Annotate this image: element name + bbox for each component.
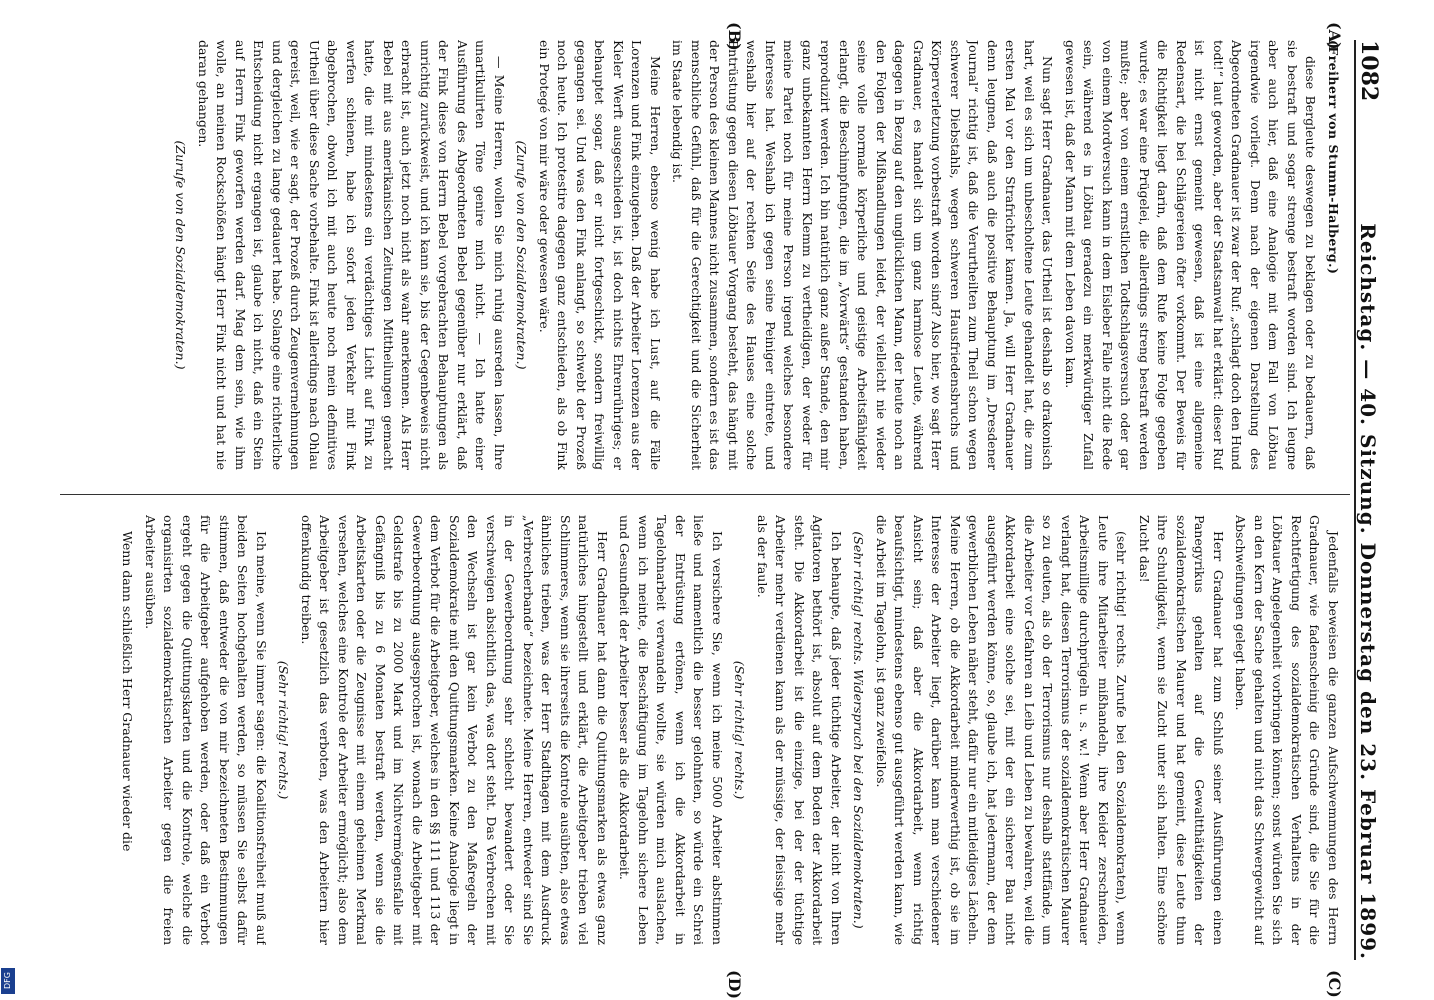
right-column [82,515,1342,945]
paragraph: Wenn dann schließlich Herr Gradnauer wieder die [120,531,136,852]
interjection: (Sehr richtig! rechts. Widerspruch bei den Sozialdemokraten.) [851,531,867,929]
page-header [1354,40,1392,960]
dfg-logo: DFG [1,968,15,994]
interjection: (Zurufe von den Sozialdemokraten.) [173,140,189,370]
paragraph: Ich behaupte, daß jeder tüchtige Arbeiter, der nicht von Ihren Agitatoren bethört ist, absolut auf dem Boden der Akkordarbeit steht. Die Akkordarbeit ist die einzige, bei der der tüchtige Arbeiter mehr verdienen kann als der müssige, der fleissige mehr als der faule. [755,515,844,945]
paragraph: Herr Gradnauer hat zum Schluß seiner Ausführungen einen Panegyrikus gehalten auf die Gewaltthätigkeiten der sozialdemokratischen Maurer und hat gemeint, diese Leute thun ihre Schuldigkeit, wenn sie Zucht unter sich halten. Eine schöne Zucht das! [1137,515,1226,945]
paragraph: Nun sagt Herr Gradnauer, das Urtheil ist deshalb so drakonisch hart, weil es sich um unbescholtene Leute gehandelt hat, die zum ersten Mal vor den Strafrichter kamen. Ja, will Herr Gradnauer denn leugnen, daß auch die positive Behauptung im „Dresdener Journal“ richtig ist, daß die Verurtheilten zum Theil schon wegen schwerer Diebstahls, wegen schweren Hausfriedensbruchs und Körperverletzung vorbestraft worden sind? Also hier, wo sagt Herr Gradnauer, es handelt sich um ganz harmlose Leute, während dagegen in Bezug auf den unglücklichen Mann, der heute noch an den Folgen der Mißhandlungen leidet, der vielleicht nie wieder seine volle normale körperliche und geistige Arbeitsfähigkeit erlangt, die Beschimpfungen, die im „Vorwärts“ gestanden haben, reproduzirt werden. Ich bin natürlich ganz außer Stande, den mir ganz unbekannten Herrn Klemm zu vertheidigen, der weder für meine Partei noch für meine Person irgend welches besondere Interesse hat. Weshalb ich gegen seine Peiniger eintrete, und weshalb hier auf der rechten Seite des Hauses eine solche Entrüstung gegen diesen Löbtauer Vorgang besteht, das hängt mit der Person des kleinen Mannes nicht zusammen, sondern es ist das menschliche Gefühl, daß für die Gerechtigkeit und die Sicherheit im Staate lebendig ist. [670,40,1056,470]
speaker-name: (Freiherr von Stumm-Halberg.) [1326,40,1341,275]
paragraph: Ich versichere Sie, wenn ich meine 5000 Arbeiter abstimmen ließe und namentlich die besser gelohnten, so würde ein Schrei der Entrüstung ertönen, wenn ich die Akkordarbeit in Tagelohnarbeit verwandeln wollte, sie würden mich auslachen, wenn ich meinte, die Beschäftigung im Tagelohn sichere Leben und Gesundheit der Arbeiter besser als die Akkordarbeit. [617,515,725,945]
margin-marker-d: (D) [725,970,744,1000]
margin-marker-a: (A) [1325,22,1344,50]
interjection: (Sehr richtig! rechts.) [276,660,292,800]
interjection: (Sehr richtig! rechts.) [732,660,748,800]
left-column [82,40,1342,470]
paragraph: diese Bergleute deswegen zu beklagen oder zu bedauern, daß sie bestraft und sogar strenge bestraft worden sind. Ich leugne aber auch hier, daß eine Analogie mit dem Fall von Löbtau irgendwie vorliegt. Denn nach der eigenen Darstellung des Abgeordneten Gradnauer ist zwar der Ruf: „schlagt doch den Hund todt!“ laut geworden, aber der Staatsanwalt hat erklärt: dieser Ruf ist nicht ernst gemeint gewesen, daß ist eine allgemeine Redensart, die bei Schlägereien öfter vorkommt. Der Beweis für die Richtigkeit liegt darin, daß dem Rufe keine Folge gegeben wurde; es war eine Prügelei, die allerdings streng bestraft werden mußte; aber von einem ernstlichen Todtschlagsversuch oder gar von einem Mordversuch kann in dem Eisleber Falle nicht die Rede sein, während es in Löbtau geradezu ein merkwürdiger Zufall gewesen ist, daß der Mann mit dem Leben davon kam. [1063,40,1319,470]
paragraph: Meine Herren, ebenso wenig habe ich Lust, auf die Fälle Lorenzen und Fink einzugehen. Daß der Arbeiter Lorenzen aus der Kieler Werft ausgeschieden ist, ist doch nichts Ehrenrühriges; er behauptet sogar, daß er nicht fortgeschickt, sondern freiwillig gegangen sei. Und was den Fink anlangt, so schwebt der Prozeß noch heute. Ich protestire dagegen ganz entschieden, als ob Fink ein Protegé von mir wäre oder gewesen wäre. [537,40,663,470]
paragraph: Jedenfalls beweisen die ganzen Aufschwemmungen des Herrn Gradnauer, wie fadenscheinig die Gründe sind, die Sie für die Rechtfertigung des sozialdemokratischen Verhaltens in der Löbtauer Angelegenheit vorbringen können; sonst würden Sie sich an den Kern der Sache gehalten und nicht das Schwergewicht auf Abschweifungen gelegt haben. [1233,515,1341,945]
running-title: Reichstag. — 40. Sitzung. Donnerstag den 23. Februar 1899. [1356,223,1380,960]
paragraph: Herr Gradnauer hat dann die Quittungsmarken als etwas ganz natürliches hingestellt und erklärt, die Arbeitgeber trieben viel Schlimmeres, wenn sie ihrerseits die Kontrole ausübten, also etwas ähnliches trieben, was der Herr Stadthagen mit dem Ausdruck „Verbrecherbande“ bezeichnete. Meine Herren, entweder sind Sie in der Gewerbeordnung sehr schlecht bewandert oder Sie verschweigen absichtlich das, was dort steht. Das Verbrechen mit den Wechseln ist gar kein Verbot zu den Maßregeln der Sozialdemokratie mit den Quittungsmarken. Keine Analogie liegt in dem Verbot für die Arbeitgeber, welches in den §§ 111 und 113 der Gewerbeordnung ausgesprochen ist, wonach die Arbeitgeber mit Geldstrafe bis zu 2000 Mark und im Nichtvermögensfalle mit Gefängniß bis zu 6 Monaten bestraft werden, wenn sie die Arbeitskarten oder die Zeugnisse mit einem geheimen Merkmal versehen, welches eine Kontrole der Arbeiter ermöglicht; also dem Arbeitgeber ist gesetzlich das verboten, was den Arbeitern hier offenkundig treiben. [299,515,610,945]
page-number: 1082 [1356,40,1382,102]
paragraph: Ich meine, wenn Sie immer sagen: die Koalitionsfreiheit muß auf beiden Seiten hochgehalten werden, so müssen Sie selbst dafür stimmen, daß entweder die von mir bezeichneten Bestimmungen für die Arbeitgeber aufgehoben werden, oder daß ein Verbot ergeht gegen die Quittungskarten und die Kontrole, welche die organisirten sozialdemokratischen Arbeiter gegen die freien Arbeiter ausüben. [143,515,269,945]
margin-marker-b: (B) [725,22,744,51]
interjection: (Zurufe von den Sozialdemokraten.) [514,140,530,370]
paragraph: (sehr richtig! rechts. Zurufe bei den Sozialdemokraten), wenn Leute ihre Mitarbeiter mißhandeln, ihre Kleider zerschneiden, Arbeitsmillige durchprügeln u. s. w.! Wenn aber Herr Gradnauer verlangt hat, diesen Terrorismus der sozialdemokratischen Maurer so zu deuten, als ob der Terrorismus nur deshalb stattfände, um die Arbeiter vor Gefahren an Leib und Leben zu bewahren, weil die Akkordarbeit eine solche sei, mit der ein sicherer Bau nicht ausgeführt werden könne, so, glaube ich, hat jedermann, der dem gewerblichen Leben näher steht, dafür nur ein mitleidiges Lächeln. Meine Herren, ob die Akkordarbeit minderwerthig ist, ob sie im Interesse der Arbeiter liegt, darüber kann man verschiedener Ansicht sein; daß aber die Akkordarbeit, wenn richtig beaufsichtigt, mindestens ebenso gut ausgeführt werden kann, wie die Arbeit im Tagelohn, ist ganz zweifellos. [874,515,1130,945]
digitization-credit [0,140,2,560]
paragraph: — Meine Herren, wollen Sie mich ruhig ausreden lassen, Ihre unartikulirten Töne genire mich nicht. — Ich hatte einer Ausführung des Abgeordneten Bebel gegenüber nur erklärt, daß der Fink diese von Herrn Bebel vorgebrachten Behauptungen als unrichtig zurückweist, und ich kann sie, bis der Gegenbeweis nicht erbracht ist, auch jetzt noch nicht als wahr anerkennen. Als Herr Bebel mit aus amerikanischen Zeitungen Mittheilungen gemacht hatte, die mit mindestens ein verdächtiges Licht auf Fink zu werfen schienen, habe ich sofort jeden Verkehr mit Fink abgebrochen, obwohl ich mit auch heute noch mein definitives Urtheil über diese Sache vorbehalte. Fink ist allerdings nach Ohlau gereist, weil, wie er sagt, der Prozeß durch Zeugenvernehmungen und dergleichen zu lange gedauert habe. Solange eine richterliche Entscheidung nicht ergangen ist, glaube ich nicht, daß ein Stein auf Herrn Fink geworfen werden darf. Mag dem sein, wie ihm wolle, an meinen Rockschößen hängt Herr Fink nicht und hat nie daran gehangen. [196,40,507,470]
column-divider [60,494,1350,495]
margin-marker-c: (C) [1325,970,1344,998]
